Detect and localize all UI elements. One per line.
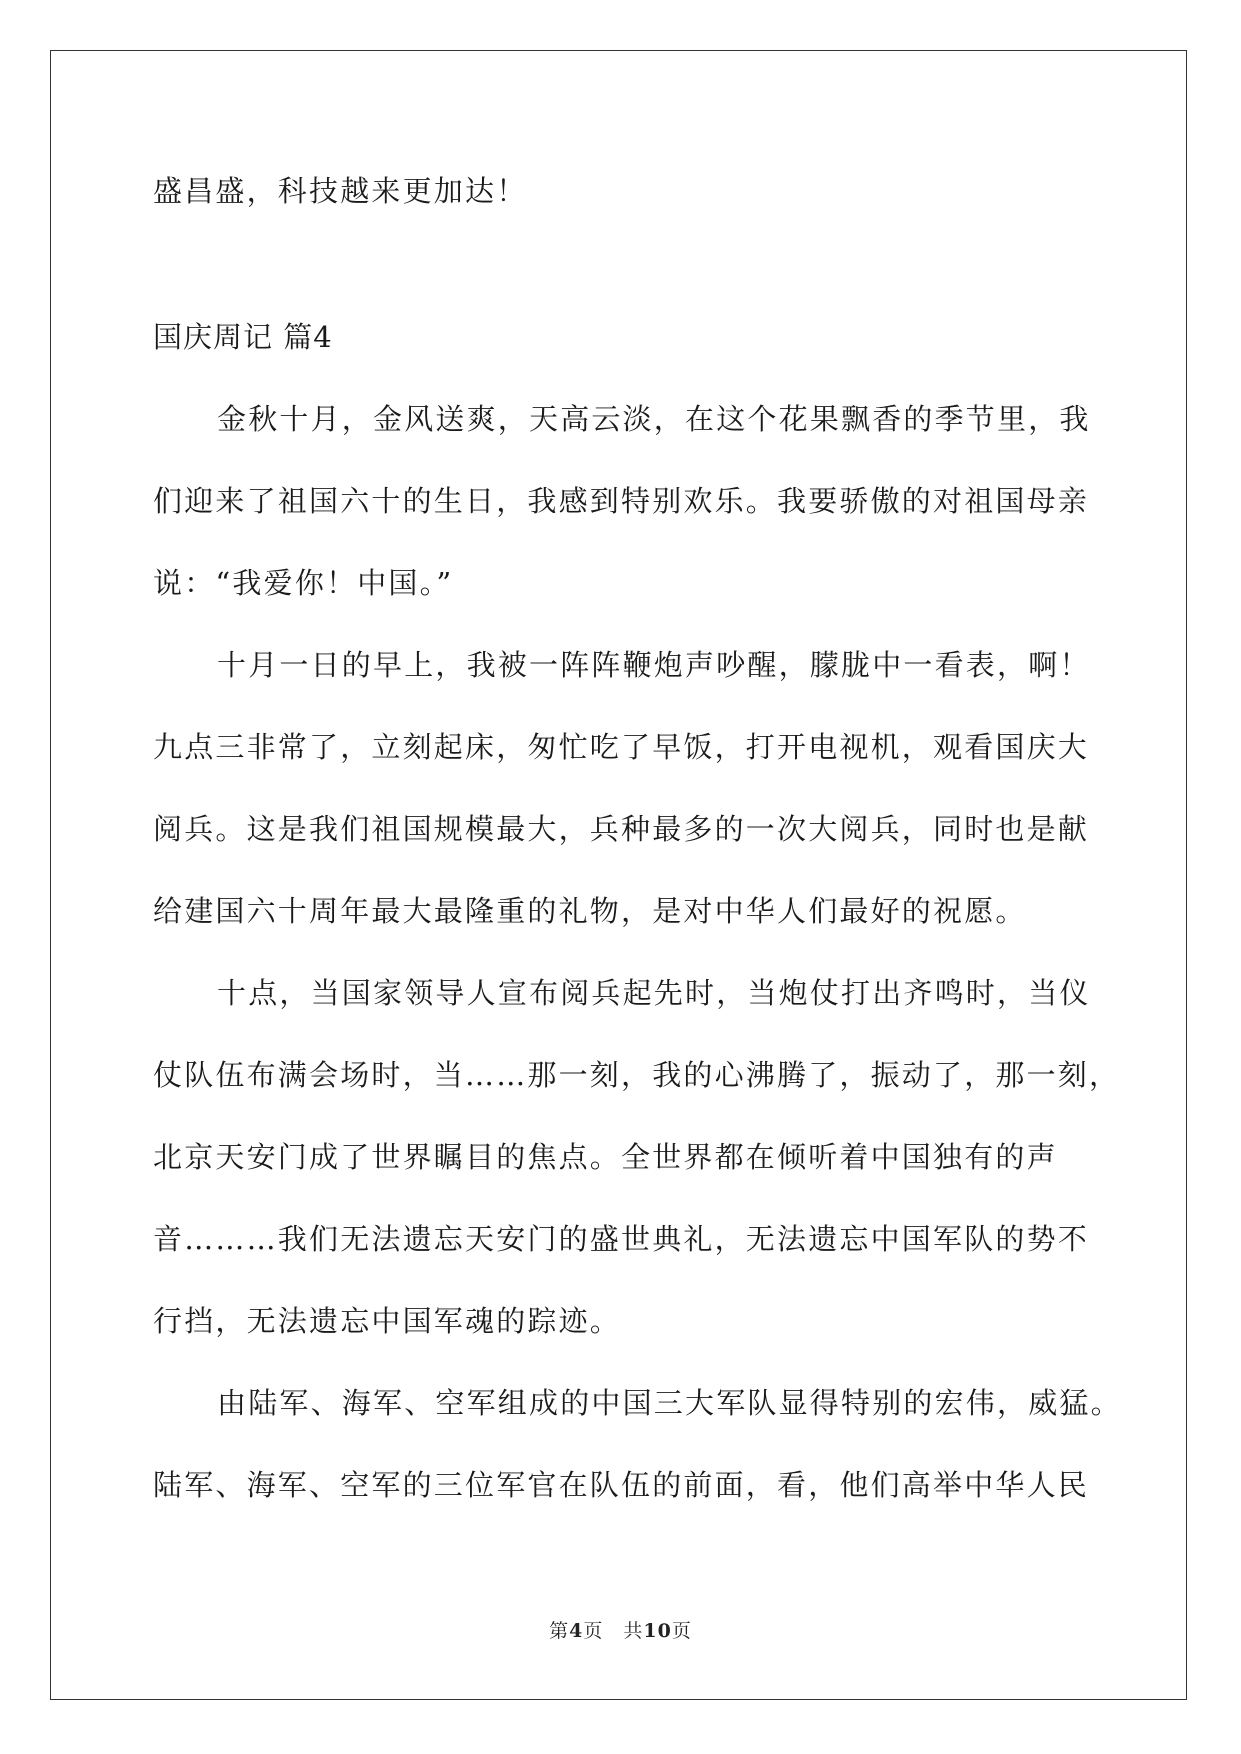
- paragraph-start: 由陆军、海军、空军组成的中国三大军队显得特别的宏伟，威猛。: [217, 1386, 1122, 1420]
- paragraph-start: 十月一日的早上，我被一阵阵鞭炮声吵醒，朦胧中一看表，啊！: [217, 648, 1091, 682]
- footer-middle: 页 共: [583, 1620, 644, 1642]
- text-line: 给建国六十周年最大最隆重的礼物，是对中华人们最好的祝愿。: [153, 894, 1027, 928]
- text-line: 说：“我爱你！中国。”: [153, 566, 454, 600]
- footer-prefix: 第: [549, 1620, 570, 1642]
- text-line: 阅兵。这是我们祖国规模最大，兵种最多的一次大阅兵，同时也是献: [153, 812, 1090, 846]
- section-gap: [153, 232, 1093, 296]
- footer-suffix: 页: [671, 1620, 692, 1642]
- current-page-number: 4: [569, 1620, 584, 1642]
- text-line: 仗队伍布满会场时，当……那一刻，我的心沸腾了，振动了，那一刻，: [153, 1058, 1121, 1092]
- text-line: 行挡，无法遗忘中国军魂的踪迹。: [153, 1304, 622, 1338]
- section-heading: 国庆周记 篇4: [153, 320, 333, 354]
- text-line: 盛昌盛，科技越来更加达！: [153, 174, 528, 208]
- text-line: 们迎来了祖国六十的生日，我感到特别欢乐。我要骄傲的对祖国母亲: [153, 484, 1090, 518]
- text-line: 陆军、海军、空军的三位军官在队伍的前面，看，他们高举中华人民: [153, 1468, 1090, 1502]
- text-line: 音………我们无法遗忘天安门的盛世典礼，无法遗忘中国军队的势不: [153, 1222, 1090, 1256]
- text-line: 九点三非常了，立刻起床，匆忙吃了早饭，打开电视机，观看国庆大: [153, 730, 1090, 764]
- paragraph-start: 十点，当国家领导人宣布阅兵起先时，当炮仗打出齐鸣时，当仪: [217, 976, 1091, 1010]
- paragraph-start: 金秋十月，金风送爽，天高云淡，在这个花果飘香的季节里，我: [217, 402, 1091, 436]
- page-footer: [0, 1616, 1241, 1643]
- total-page-number: 10: [643, 1620, 672, 1642]
- document-body: [153, 150, 1122, 1526]
- text-line: 北京天安门成了世界瞩目的焦点。全世界都在倾听着中国独有的声: [153, 1140, 1058, 1174]
